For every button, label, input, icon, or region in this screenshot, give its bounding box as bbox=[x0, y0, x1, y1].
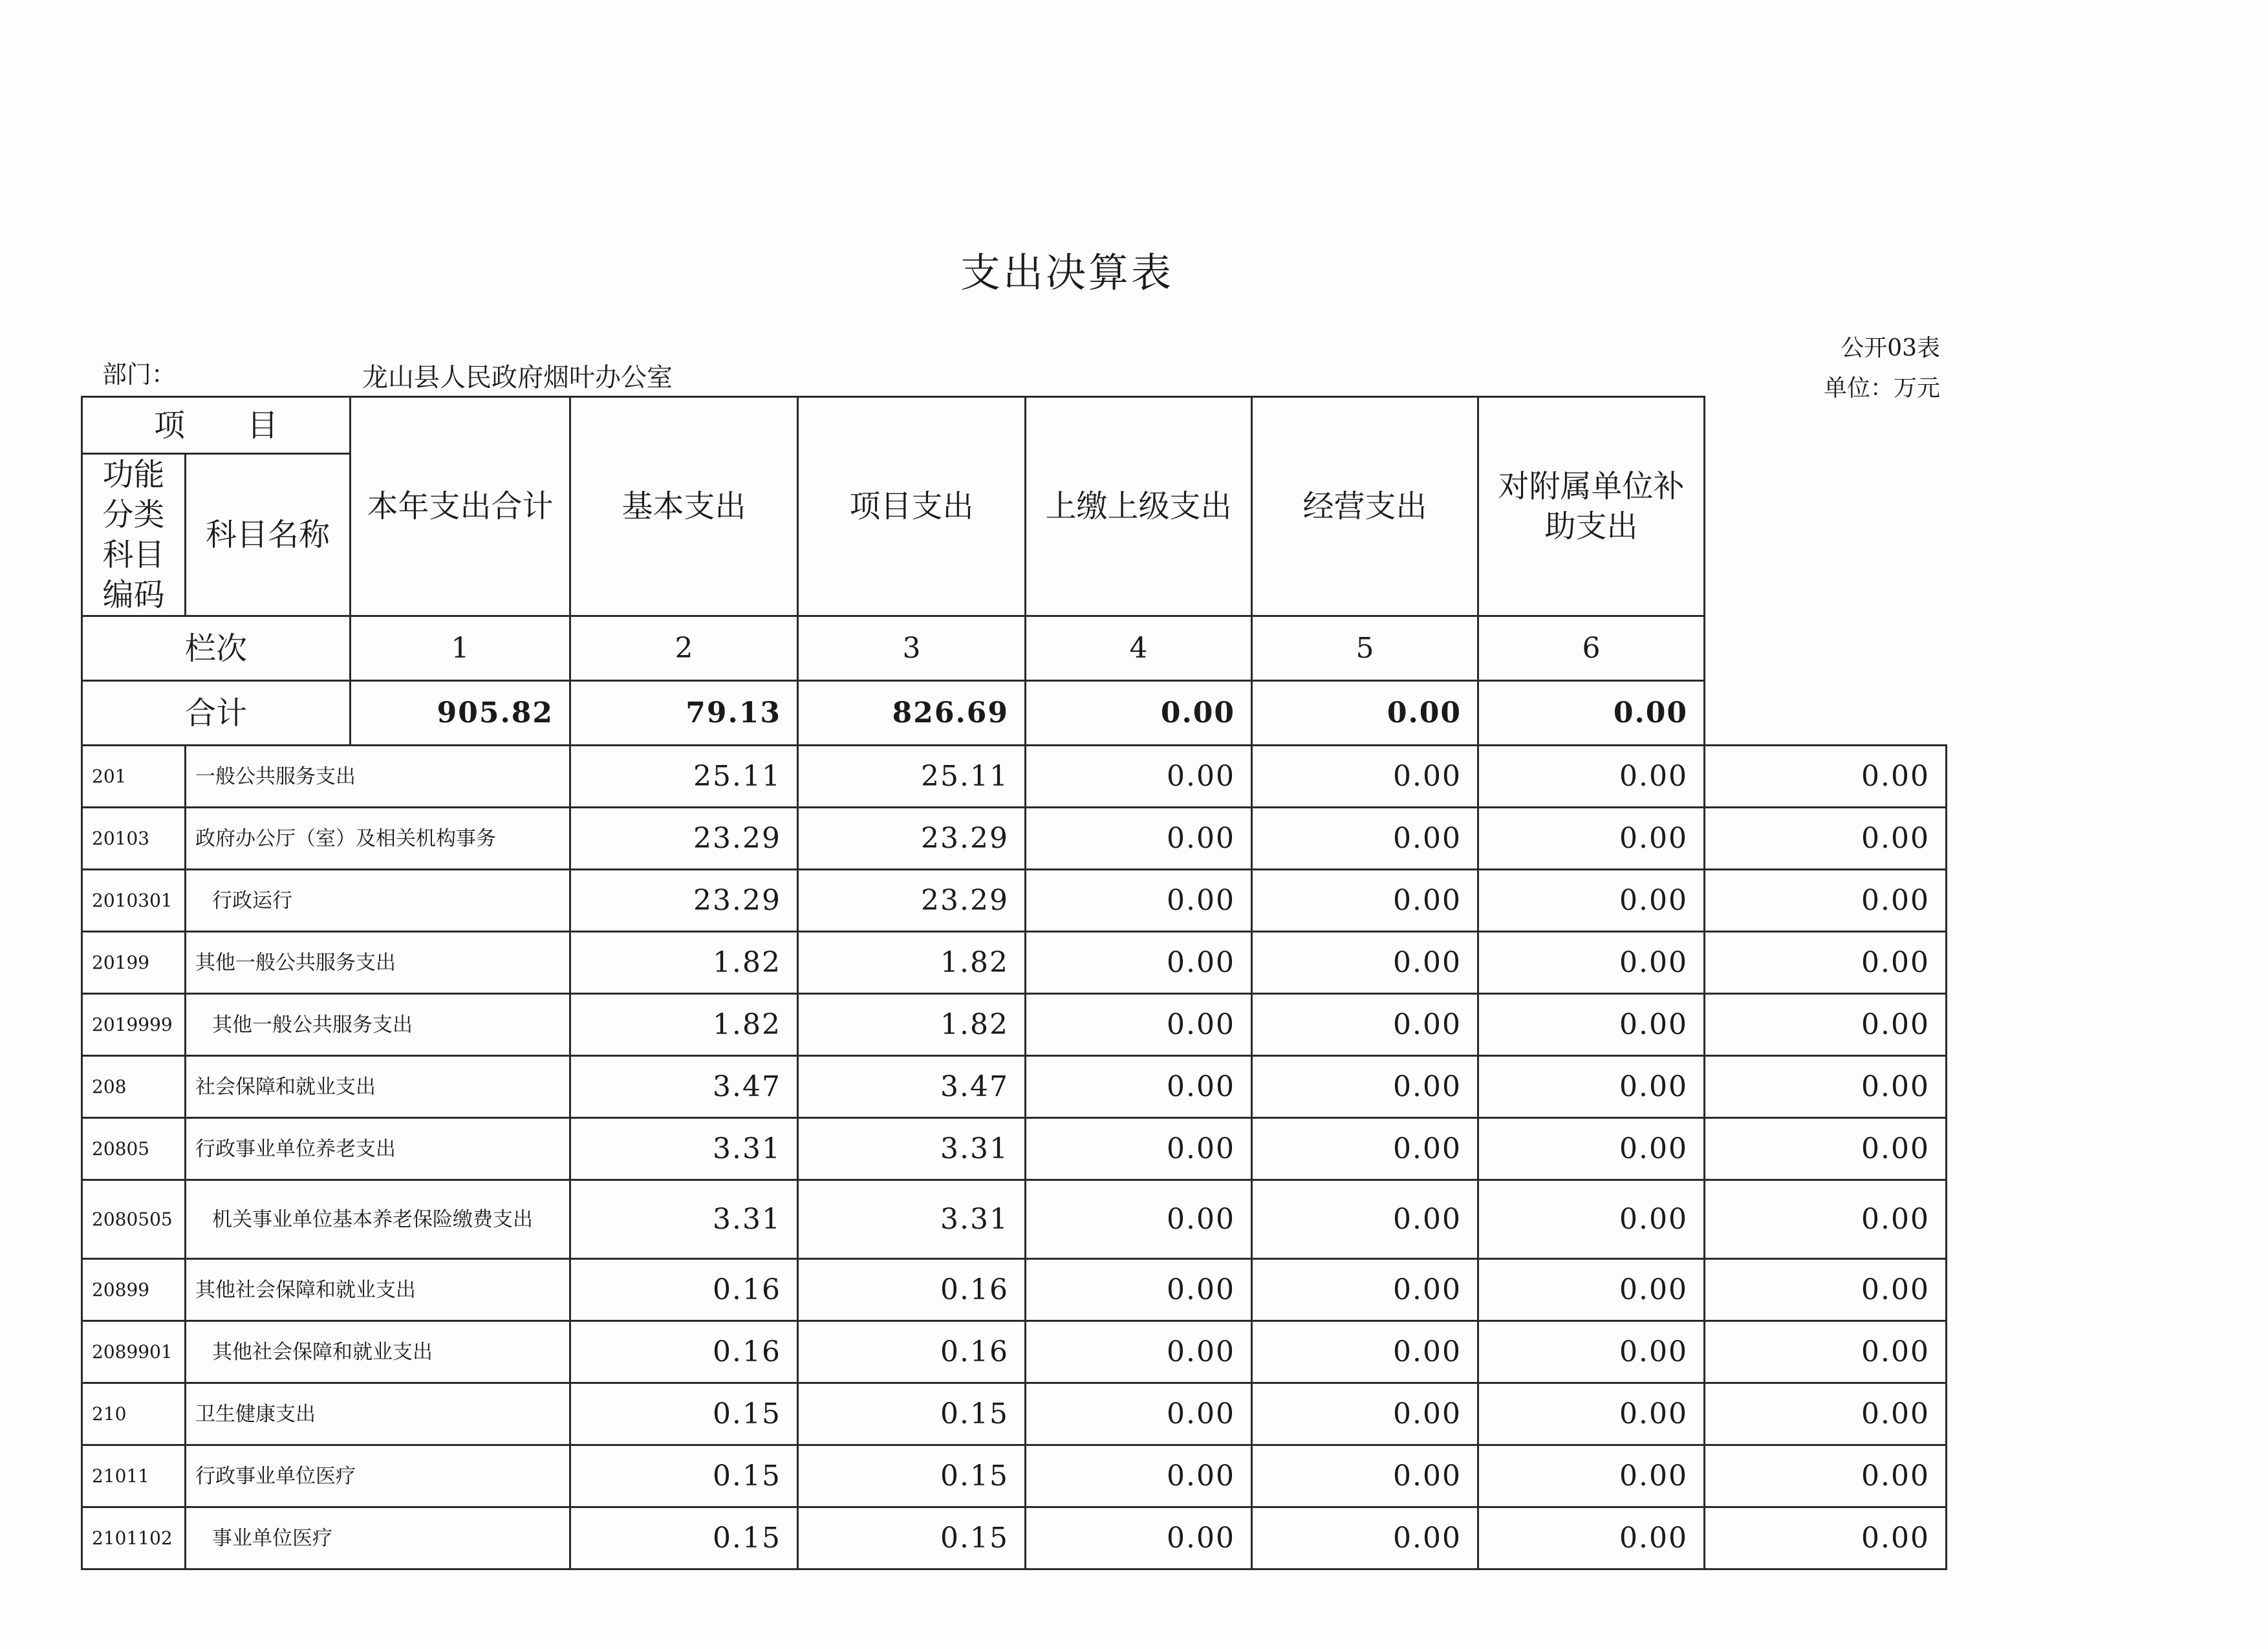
row-value: 0.00 bbox=[1252, 1056, 1478, 1118]
department-value: 龙山县人民政府烟叶办公室 bbox=[362, 363, 673, 393]
row-value: 0.00 bbox=[1026, 1180, 1252, 1259]
row-value: 0.00 bbox=[1252, 808, 1478, 870]
project-header: 项目支出 bbox=[798, 397, 1026, 616]
superior-header: 上缴上级支出 bbox=[1026, 397, 1252, 616]
row-value: 0.00 bbox=[1478, 808, 1705, 870]
row-code: 2019999 bbox=[82, 994, 186, 1056]
name-header: 科目名称 bbox=[186, 454, 351, 616]
row-value: 0.00 bbox=[1478, 1056, 1705, 1118]
row-name: 行政事业单位养老支出 bbox=[186, 1118, 570, 1180]
total-value: 0.00 bbox=[1252, 681, 1478, 746]
row-value: 0.00 bbox=[1252, 870, 1478, 932]
code-header: 功能分类科目编码 bbox=[82, 454, 186, 616]
table-row bbox=[82, 808, 1947, 870]
row-value: 0.00 bbox=[1705, 1180, 1947, 1259]
row-name: 机关事业单位基本养老保险缴费支出 bbox=[186, 1180, 570, 1259]
row-value: 0.00 bbox=[1478, 1507, 1705, 1569]
total-value: 826.69 bbox=[798, 681, 1026, 746]
row-value: 1.82 bbox=[798, 994, 1026, 1056]
row-value: 0.00 bbox=[1026, 1383, 1252, 1445]
row-value: 0.00 bbox=[1478, 1383, 1705, 1445]
row-code: 2080505 bbox=[82, 1180, 186, 1259]
row-value: 0.00 bbox=[1026, 1118, 1252, 1180]
total-value: 0.00 bbox=[1026, 681, 1252, 746]
row-value: 0.00 bbox=[1705, 1259, 1947, 1321]
row-value: 1.82 bbox=[570, 932, 798, 994]
row-value: 0.00 bbox=[1478, 994, 1705, 1056]
row-value: 0.15 bbox=[798, 1383, 1026, 1445]
row-name: 政府办公厅（室）及相关机构事务 bbox=[186, 808, 570, 870]
row-value: 0.00 bbox=[1478, 1180, 1705, 1259]
row-value: 0.00 bbox=[1252, 1118, 1478, 1180]
row-value: 0.00 bbox=[1252, 1445, 1478, 1507]
row-value: 0.00 bbox=[1252, 1507, 1478, 1569]
row-value: 0.00 bbox=[1026, 1056, 1252, 1118]
table-row bbox=[82, 1259, 1947, 1321]
column-number: 1 bbox=[351, 616, 570, 681]
row-value: 0.00 bbox=[1705, 932, 1947, 994]
row-name: 行政运行 bbox=[186, 870, 570, 932]
item-group-header: 项 目 bbox=[82, 397, 351, 454]
row-value: 0.00 bbox=[1705, 1118, 1947, 1180]
row-value: 3.47 bbox=[570, 1056, 798, 1118]
row-name: 一般公共服务支出 bbox=[186, 746, 570, 808]
column-number: 3 bbox=[798, 616, 1026, 681]
row-value: 0.15 bbox=[798, 1507, 1026, 1569]
row-name: 社会保障和就业支出 bbox=[186, 1056, 570, 1118]
row-value: 0.00 bbox=[1478, 746, 1705, 808]
row-value: 0.00 bbox=[1026, 932, 1252, 994]
row-value: 0.00 bbox=[1478, 1118, 1705, 1180]
row-name: 事业单位医疗 bbox=[186, 1507, 570, 1569]
row-value: 1.82 bbox=[798, 932, 1026, 994]
row-value: 0.00 bbox=[1252, 1259, 1478, 1321]
row-value: 0.00 bbox=[1252, 1383, 1478, 1445]
form-number: 公开03表 bbox=[1841, 335, 1940, 361]
row-value: 0.15 bbox=[570, 1445, 798, 1507]
row-code: 20199 bbox=[82, 932, 186, 994]
table-row bbox=[82, 1507, 1947, 1569]
column-number: 6 bbox=[1478, 616, 1705, 681]
row-code: 2089901 bbox=[82, 1321, 186, 1383]
row-name: 其他一般公共服务支出 bbox=[186, 994, 570, 1056]
table-row bbox=[82, 1180, 1947, 1259]
row-value: 0.00 bbox=[1026, 1445, 1252, 1507]
row-code: 210 bbox=[82, 1383, 186, 1445]
row-value: 0.00 bbox=[1478, 1259, 1705, 1321]
row-code: 20805 bbox=[82, 1118, 186, 1180]
basic-header: 基本支出 bbox=[570, 397, 798, 616]
row-value: 3.31 bbox=[570, 1118, 798, 1180]
subsidy-header: 对附属单位补助支出 bbox=[1478, 397, 1705, 616]
row-value: 0.00 bbox=[1705, 1056, 1947, 1118]
row-value: 0.15 bbox=[570, 1507, 798, 1569]
row-value: 0.00 bbox=[1026, 870, 1252, 932]
row-value: 3.31 bbox=[798, 1180, 1026, 1259]
row-value: 0.00 bbox=[1252, 746, 1478, 808]
table-row bbox=[82, 870, 1947, 932]
row-value: 0.00 bbox=[1705, 1507, 1947, 1569]
row-value: 0.15 bbox=[798, 1445, 1026, 1507]
business-header: 经营支出 bbox=[1252, 397, 1478, 616]
row-value: 23.29 bbox=[570, 870, 798, 932]
table-row bbox=[82, 1056, 1947, 1118]
row-name: 其他社会保障和就业支出 bbox=[186, 1259, 570, 1321]
row-value: 0.00 bbox=[1252, 994, 1478, 1056]
table-row bbox=[82, 1321, 1947, 1383]
total-value: 79.13 bbox=[570, 681, 798, 746]
table-row bbox=[82, 746, 1947, 808]
row-value: 3.31 bbox=[798, 1118, 1026, 1180]
total-value: 905.82 bbox=[351, 681, 570, 746]
row-value: 25.11 bbox=[798, 746, 1026, 808]
row-value: 0.00 bbox=[1026, 994, 1252, 1056]
row-code: 208 bbox=[82, 1056, 186, 1118]
row-value: 0.00 bbox=[1705, 870, 1947, 932]
row-value: 0.00 bbox=[1252, 932, 1478, 994]
row-name: 其他一般公共服务支出 bbox=[186, 932, 570, 994]
column-number: 4 bbox=[1026, 616, 1252, 681]
row-value: 0.00 bbox=[1026, 1507, 1252, 1569]
row-value: 23.29 bbox=[570, 808, 798, 870]
row-value: 23.29 bbox=[798, 808, 1026, 870]
row-code: 2010301 bbox=[82, 870, 186, 932]
row-code: 21011 bbox=[82, 1445, 186, 1507]
row-code: 20103 bbox=[82, 808, 186, 870]
row-value: 0.00 bbox=[1026, 1259, 1252, 1321]
column-number-label: 栏次 bbox=[82, 616, 351, 681]
table-row bbox=[82, 994, 1947, 1056]
expenditure-table bbox=[81, 396, 1947, 1570]
total-row bbox=[82, 681, 1947, 746]
row-value: 3.31 bbox=[570, 1180, 798, 1259]
row-value: 0.00 bbox=[1705, 1383, 1947, 1445]
row-value: 0.16 bbox=[570, 1259, 798, 1321]
row-value: 0.16 bbox=[798, 1321, 1026, 1383]
row-value: 0.00 bbox=[1478, 870, 1705, 932]
table-row bbox=[82, 932, 1947, 994]
row-value: 3.47 bbox=[798, 1056, 1026, 1118]
row-value: 0.00 bbox=[1478, 1321, 1705, 1383]
row-value: 0.00 bbox=[1026, 808, 1252, 870]
row-value: 0.00 bbox=[1705, 746, 1947, 808]
total-row-label: 合计 bbox=[82, 681, 351, 746]
table-row bbox=[82, 1383, 1947, 1445]
page-title: 支出决算表 bbox=[960, 249, 1174, 296]
table-row bbox=[82, 1445, 1947, 1507]
row-value: 0.00 bbox=[1252, 1321, 1478, 1383]
unit-label: 单位：万元 bbox=[1823, 375, 1940, 402]
row-code: 201 bbox=[82, 746, 186, 808]
column-number: 5 bbox=[1252, 616, 1478, 681]
table-row bbox=[82, 1118, 1947, 1180]
row-value: 0.00 bbox=[1478, 1445, 1705, 1507]
row-value: 0.16 bbox=[798, 1259, 1026, 1321]
row-value: 0.00 bbox=[1026, 1321, 1252, 1383]
row-value: 0.16 bbox=[570, 1321, 798, 1383]
row-value: 0.00 bbox=[1705, 1445, 1947, 1507]
row-name: 其他社会保障和就业支出 bbox=[186, 1321, 570, 1383]
row-value: 0.00 bbox=[1705, 808, 1947, 870]
row-value: 23.29 bbox=[798, 870, 1026, 932]
row-code: 2101102 bbox=[82, 1507, 186, 1569]
row-value: 0.00 bbox=[1478, 932, 1705, 994]
total-header: 本年支出合计 bbox=[351, 397, 570, 616]
row-value: 0.15 bbox=[570, 1383, 798, 1445]
row-name: 卫生健康支出 bbox=[186, 1383, 570, 1445]
row-value: 0.00 bbox=[1705, 1321, 1947, 1383]
row-name: 行政事业单位医疗 bbox=[186, 1445, 570, 1507]
row-value: 1.82 bbox=[570, 994, 798, 1056]
total-value: 0.00 bbox=[1478, 681, 1705, 746]
row-value: 0.00 bbox=[1252, 1180, 1478, 1259]
department-label: 部门： bbox=[102, 360, 177, 389]
row-value: 25.11 bbox=[570, 746, 798, 808]
column-number: 2 bbox=[570, 616, 798, 681]
row-value: 0.00 bbox=[1026, 746, 1252, 808]
row-value: 0.00 bbox=[1705, 994, 1947, 1056]
row-code: 20899 bbox=[82, 1259, 186, 1321]
